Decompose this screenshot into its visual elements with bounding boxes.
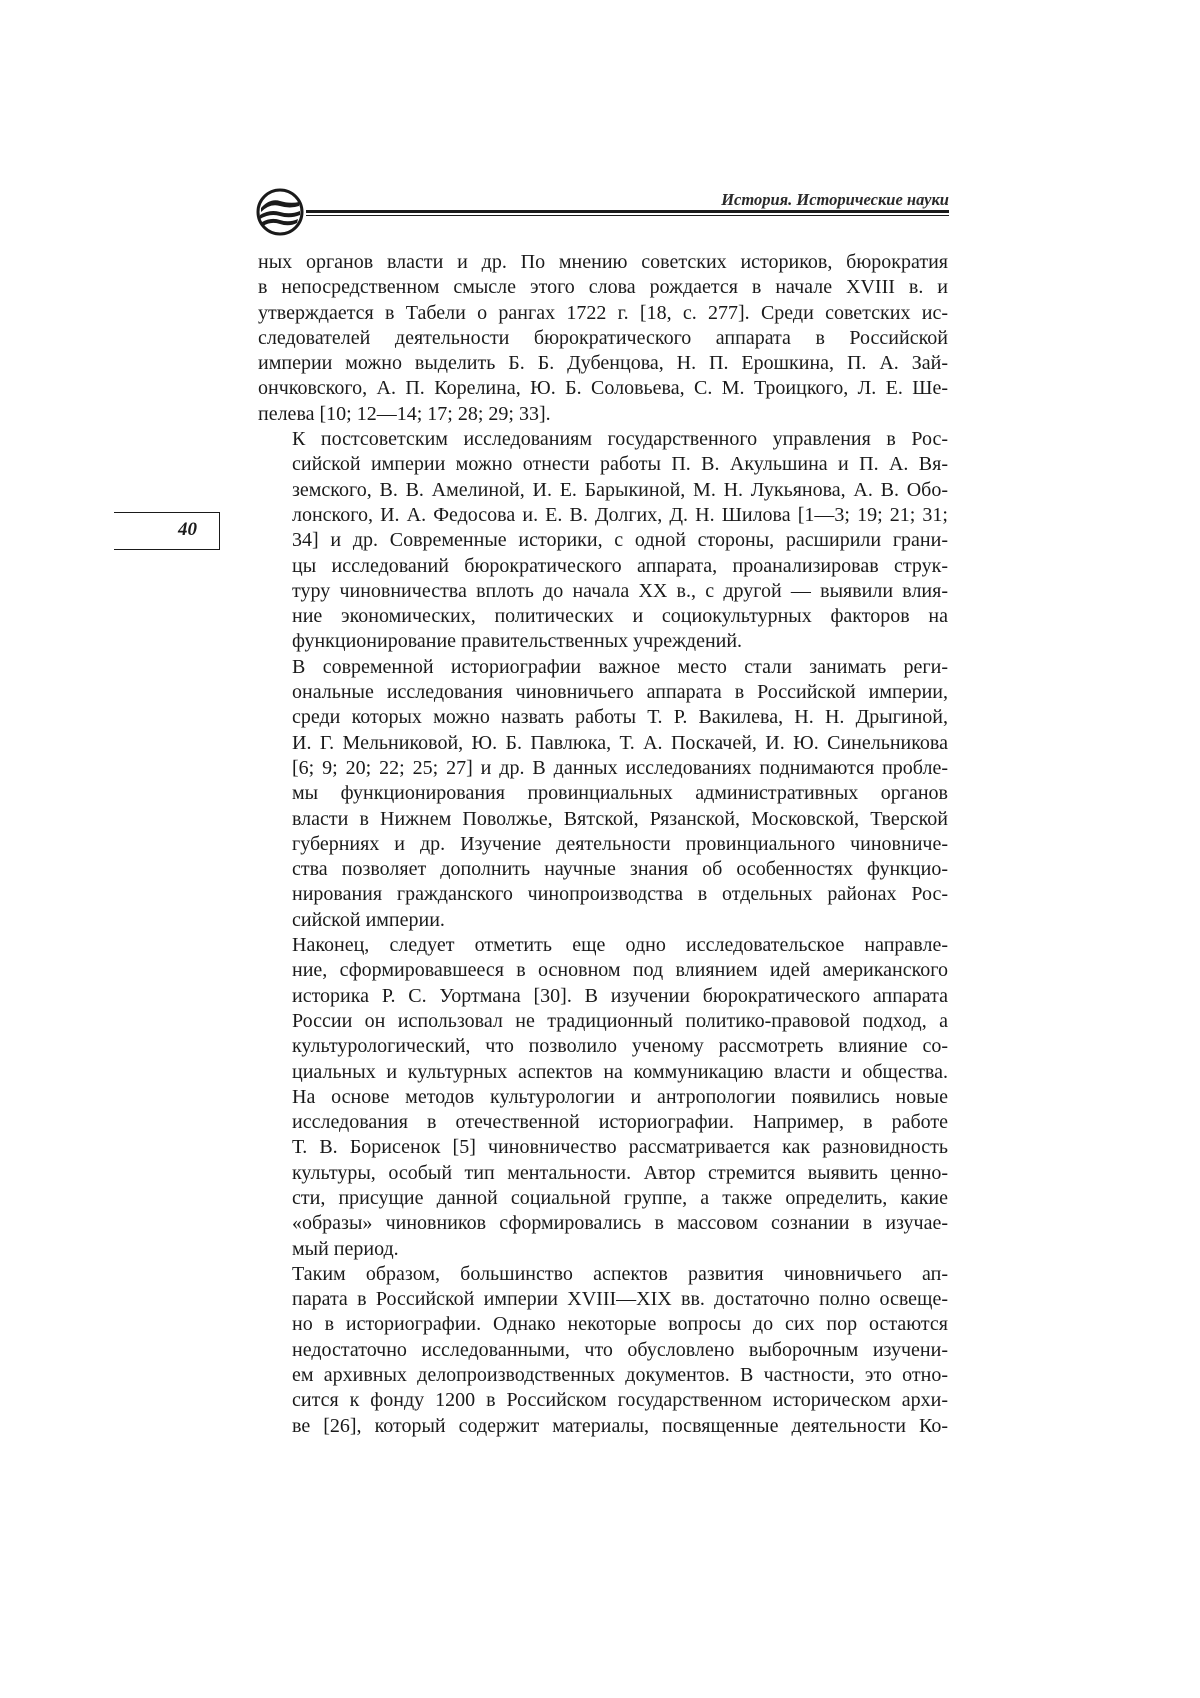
text-line: следователей деятельности бюрократического аппарата в Российской <box>258 326 948 349</box>
text-line: На основе методов культурологии и антропологии появились новые <box>292 1085 948 1108</box>
header-rule-thick <box>306 210 949 213</box>
text-line: ональные исследования чиновничьего аппарата в Российской империи, <box>292 681 948 704</box>
text-line: сийской империи можно отнести работы П. В. Акульшина и П. А. Вя- <box>292 453 948 476</box>
text-line: историка Р. С. Уортмана [30]. В изучении бюрократического аппарата <box>292 984 948 1007</box>
text-line: И. Г. Мельниковой, Ю. Б. Павлюка, Т. А. Поскачей, И. Ю. Синельникова <box>292 731 948 754</box>
text-line: сти, присущие данной социальной группе, а также определить, какие <box>292 1186 948 1209</box>
body-paragraph <box>258 427 948 655</box>
text-line: Т. В. Борисенок [5] чиновничество рассматривается как разновидность <box>292 1136 948 1159</box>
text-line: ства позволяет дополнить научные знания об особенностях функцио- <box>292 858 948 881</box>
text-line: империи можно выделить Б. Б. Дубенцова, Н. П. Ерошкина, П. А. Зай- <box>258 352 948 375</box>
text-line: ных органов власти и др. По мнению советских историков, бюрократия <box>258 251 948 273</box>
text-line: России он использовал не традиционный политико-правовой подход, а <box>292 1009 948 1032</box>
header-rule-thin <box>306 215 949 216</box>
text-line: мый период. <box>292 1237 399 1260</box>
text-line: исследования в отечественной историографии. Например, в работе <box>292 1111 948 1134</box>
text-line: власти в Нижнем Поволжье, Вятской, Рязанской, Московской, Тверской <box>292 807 948 830</box>
text-line: ончковского, А. П. Корелина, Ю. Б. Соловьева, С. М. Троицкого, Л. Е. Ше- <box>258 377 948 400</box>
text-line: пелева [10; 12—14; 17; 28; 29; 33]. <box>258 402 551 425</box>
text-line: сится к фонду 1200 в Российском государственном историческом архи- <box>292 1389 948 1412</box>
text-line: земского, В. В. Амелиной, И. Е. Барыкиной, М. Н. Лукьянова, А. В. Обо- <box>292 478 948 501</box>
text-line: функционирование правительственных учреждений. <box>292 630 743 653</box>
body-paragraph <box>258 1262 948 1439</box>
text-line: Таким образом, большинство аспектов развития чиновничьего ап- <box>292 1262 948 1285</box>
text-line: ве [26], который содержит материалы, посвященные деятельности Ко- <box>292 1414 948 1437</box>
text-line: туру чиновничества вплоть до начала XX в., с другой — выявили влия- <box>292 579 948 602</box>
text-line: губерниях и др. Изучение деятельности провинциального чиновниче- <box>292 832 948 855</box>
text-line: ние экономических, политических и социокультурных факторов на <box>292 605 948 628</box>
text-line: циальных и культурных аспектов на коммуникацию власти и общества. <box>292 1060 948 1083</box>
text-line: среди которых можно назвать работы Т. Р. Вакилева, Н. Н. Дрыгиной, <box>292 706 948 729</box>
body-paragraph <box>258 250 948 427</box>
text-line: 34] и др. Современные историки, с одной стороны, расширили грани- <box>292 529 948 552</box>
text-line: «образы» чиновников сформировались в массовом сознании в изучае- <box>292 1212 948 1235</box>
text-line: но в историографии. Однако некоторые вопросы до сих пор остаются <box>292 1313 948 1336</box>
text-line: недостаточно исследованными, что обусловлено выборочным изучени- <box>292 1338 948 1361</box>
page-number: 40 <box>178 519 197 540</box>
body-paragraph <box>258 933 948 1262</box>
text-line: Наконец, следует отметить еще одно исследовательское направле- <box>292 934 948 957</box>
text-line: цы исследований бюрократического аппарата, проанализировав струк- <box>292 554 948 577</box>
running-header-title: История. Исторические науки <box>721 190 949 209</box>
article-body <box>258 250 948 1439</box>
journal-logo-icon <box>256 188 304 236</box>
body-paragraph <box>258 655 948 933</box>
text-line: лонского, И. А. Федосова и. Е. В. Долгих, Д. Н. Шилова [1—3; 19; 21; 31; <box>292 503 948 526</box>
text-line: мы функционирования провинциальных административных органов <box>292 782 948 805</box>
text-line: нирования гражданского чинопроизводства в отдельных районах Рос- <box>292 883 948 906</box>
text-line: в непосредственном смысле этого слова рождается в начале XVIII в. и <box>258 276 948 299</box>
text-line: [6; 9; 20; 22; 25; 27] и др. В данных исследованиях поднимаются пробле- <box>292 756 948 779</box>
page-number-box <box>114 512 220 550</box>
text-line: ние, сформировавшееся в основном под влиянием идей американского <box>292 959 948 982</box>
text-line: парата в Российской империи XVIII—XIX вв. достаточно полно освеще- <box>292 1288 948 1311</box>
text-line: К постсоветским исследованиям государственного управления в Рос- <box>292 428 948 451</box>
text-line: утверждается в Табели о рангах 1722 г. [18, с. 277]. Среди советских ис- <box>258 301 948 324</box>
text-line: сийской империи. <box>292 908 445 931</box>
text-line: культуры, особый тип ментальности. Автор стремится выявить ценно- <box>292 1161 948 1184</box>
text-line: ем архивных делопроизводственных документов. В частности, это отно- <box>292 1364 948 1387</box>
text-line: В современной историографии важное место стали занимать реги- <box>292 655 948 678</box>
text-line: культурологический, что позволило ученому рассмотреть влияние со- <box>292 1035 948 1058</box>
